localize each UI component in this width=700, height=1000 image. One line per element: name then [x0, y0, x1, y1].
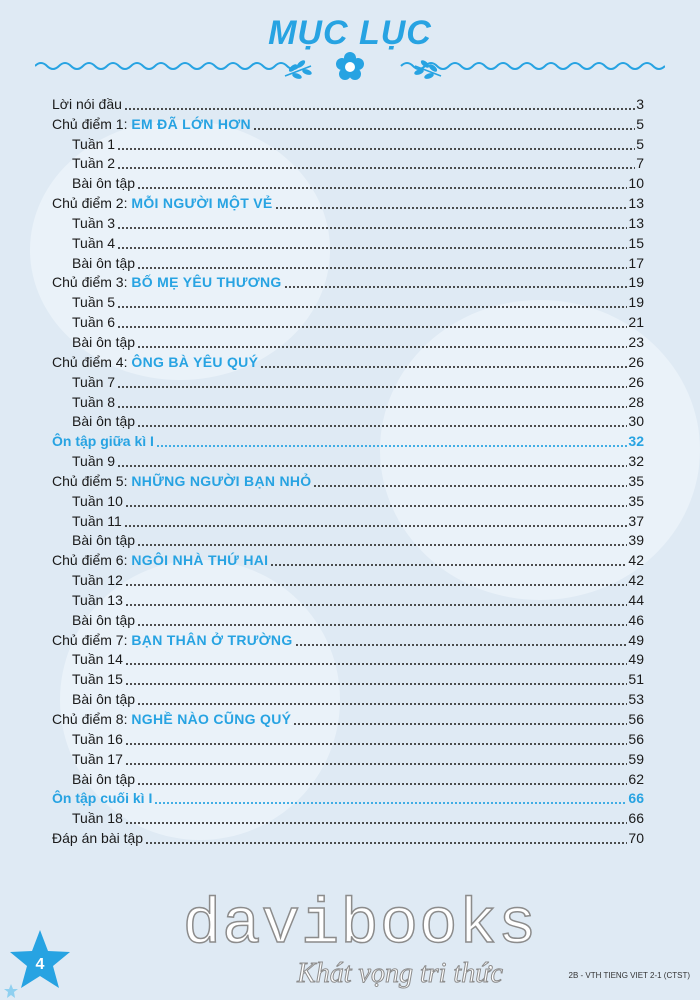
toc-row[interactable]: [52, 350, 644, 370]
toc-entry-label: [52, 96, 124, 112]
dot-leader: [260, 353, 627, 369]
toc-row[interactable]: [52, 548, 644, 568]
toc-row[interactable]: [52, 429, 644, 449]
toc-row[interactable]: [52, 667, 644, 687]
toc-row[interactable]: [52, 469, 644, 489]
toc-theme-name: BẠN THÂN Ở TRƯỜNG: [131, 631, 293, 648]
toc-entry-text: Chủ điểm 7:: [52, 631, 132, 648]
toc-entry-text: Tuần 12: [72, 572, 123, 589]
publisher-logo: davibooks: [182, 890, 538, 962]
toc-entry-text: Tuần 2: [72, 155, 116, 172]
dot-leader: [137, 611, 627, 627]
toc-row[interactable]: [52, 826, 644, 846]
toc-page-number: 35: [628, 472, 644, 489]
book-code: 2B - VTH TIENG VIET 2-1 (CTST): [568, 971, 690, 980]
toc-row[interactable]: [52, 410, 644, 430]
toc-theme-name: EM ĐÃ LỚN HƠN: [131, 115, 251, 132]
dot-leader: [125, 670, 628, 686]
toc-page-number: 5: [636, 115, 644, 132]
dot-leader: [313, 472, 627, 488]
toc-row[interactable]: [52, 211, 644, 231]
dot-leader: [137, 333, 627, 349]
toc-entry-text: Chủ điểm 5:: [52, 472, 132, 489]
toc-entry-label: [52, 612, 137, 628]
toc-page-number: 70: [628, 830, 644, 847]
toc-entry-label: [52, 215, 117, 231]
toc-page-number: 49: [628, 651, 644, 668]
toc-entry-label: [52, 175, 137, 191]
toc-page-number: 46: [628, 611, 644, 628]
toc-entry-label: [52, 552, 270, 568]
toc-page-number: 32: [628, 433, 644, 450]
page-title: MỤC LỤC: [268, 14, 432, 52]
toc-entry-text: Bài ôn tập: [72, 770, 136, 787]
toc-entry-label: [52, 810, 125, 826]
dot-leader: [117, 393, 627, 409]
dot-leader: [117, 293, 627, 309]
toc-row[interactable]: [52, 568, 644, 588]
toc-entry-label: [52, 532, 137, 548]
toc-entry-text: Ôn tập cuối kì I: [52, 790, 153, 807]
toc-row[interactable]: [52, 152, 644, 172]
star-icon: [4, 984, 18, 998]
toc-entry-label: [52, 394, 117, 410]
dot-leader: [124, 95, 635, 111]
dot-leader: [125, 730, 628, 746]
dot-leader: [117, 373, 627, 389]
toc-entry-label: [52, 572, 125, 588]
toc-row[interactable]: [52, 231, 644, 251]
toc-page-number: 66: [628, 810, 644, 827]
toc-entry-label: [52, 790, 154, 806]
toc-entry-text: Tuần 6: [72, 314, 116, 331]
toc-row[interactable]: [52, 489, 644, 509]
toc-page-number: 42: [628, 552, 644, 569]
toc-entry-label: [52, 651, 125, 667]
dot-leader: [154, 789, 627, 805]
toc-page-number: 44: [628, 591, 644, 608]
toc-entry-text: Tuần 4: [72, 234, 116, 251]
flower-icon: [336, 52, 364, 80]
toc-entry-text: Chủ điểm 1:: [52, 115, 132, 132]
toc-entry-label: [52, 413, 137, 429]
toc-entry-text: Chủ điểm 6:: [52, 552, 132, 569]
toc-row[interactable]: [52, 588, 644, 608]
dot-leader: [137, 690, 627, 706]
toc-entry-text: Chủ điểm 4:: [52, 353, 132, 370]
toc-entry-label: [52, 334, 137, 350]
toc-entry-label: [52, 513, 124, 529]
toc-page-number: 30: [628, 413, 644, 430]
toc-entry-text: Bài ôn tập: [72, 413, 136, 430]
dot-leader: [284, 273, 628, 289]
dot-leader: [125, 492, 628, 508]
toc-entry-text: Bài ôn tập: [72, 254, 136, 271]
toc-row[interactable]: [52, 171, 644, 191]
dot-leader: [117, 135, 635, 151]
toc-entry-text: Tuần 16: [72, 730, 123, 747]
dot-leader: [117, 313, 627, 329]
toc-entry-text: Tuần 14: [72, 651, 123, 668]
toc-entry-text: Bài ôn tập: [72, 691, 136, 708]
toc-entry-label: [52, 453, 117, 469]
toc-entry-label: [52, 354, 260, 370]
toc-entry-text: Chủ điểm 2:: [52, 195, 132, 212]
toc-page-number: 42: [628, 572, 644, 589]
toc-row[interactable]: [52, 132, 644, 152]
toc-entry-text: Tuần 8: [72, 393, 116, 410]
toc-entry-label: [52, 235, 117, 251]
toc-page-number: 19: [628, 274, 644, 291]
toc-entry-label: [52, 116, 253, 132]
toc-page-number: 32: [628, 453, 644, 470]
toc-page-number: 39: [628, 532, 644, 549]
toc-page-number: 23: [628, 333, 644, 350]
toc-page-number: 66: [628, 790, 644, 807]
dot-leader: [137, 254, 627, 270]
toc-entry-label: [52, 473, 313, 489]
toc-entry-label: [52, 771, 137, 787]
dot-leader: [270, 551, 627, 567]
toc-row[interactable]: [52, 687, 644, 707]
toc-page-number: 56: [628, 711, 644, 727]
toc-entry-label: [52, 632, 295, 648]
toc-entry-label: [52, 294, 117, 310]
dot-leader: [295, 631, 628, 647]
wavy-line-left: [35, 63, 299, 69]
toc-page-number: 3: [636, 95, 644, 112]
toc-entry-text: Bài ôn tập: [72, 333, 136, 350]
dot-leader: [125, 650, 628, 666]
toc-row[interactable]: [52, 608, 644, 628]
leaf-branch-icon: [285, 59, 313, 80]
toc-page-number: 5: [636, 135, 644, 152]
toc-page-number: 35: [628, 492, 644, 509]
toc-entry-text: Tuần 3: [72, 214, 116, 231]
dot-leader: [137, 770, 627, 786]
toc-entry-label: [52, 592, 125, 608]
toc-row[interactable]: [52, 747, 644, 767]
toc-theme-name: NGHỀ NÀO CŨNG QUÝ: [131, 711, 292, 727]
toc-row[interactable]: [52, 390, 644, 410]
toc-row[interactable]: [52, 449, 644, 469]
toc-theme-name: BỐ MẸ YÊU THƯƠNG: [131, 274, 282, 291]
toc-entry-label: [52, 711, 293, 727]
dot-leader: [124, 512, 628, 528]
toc-entry-label: [52, 195, 275, 211]
dot-leader: [117, 214, 627, 230]
dot-leader: [253, 115, 635, 131]
toc-entry-text: Tuần 13: [72, 591, 123, 608]
toc-entry-label: [52, 751, 125, 767]
toc-entry-label: [52, 155, 117, 171]
dot-leader: [137, 174, 627, 190]
toc-page-number: 21: [628, 314, 644, 331]
toc-entry-text: Ôn tập giữa kì I: [52, 433, 154, 450]
toc-entry-text: Bài ôn tập: [72, 532, 136, 549]
toc-entry-label: [52, 731, 125, 747]
toc-page-number: 51: [628, 671, 644, 688]
toc-entry-label: [52, 671, 125, 687]
dot-leader: [117, 234, 627, 250]
toc-entry-text: Lời nói đầu: [52, 95, 122, 112]
wavy-line-right: [401, 63, 665, 69]
toc-entry-text: Tuần 9: [72, 453, 116, 470]
toc-page-number: 62: [628, 770, 644, 787]
dot-leader: [125, 750, 628, 766]
toc-row[interactable]: [52, 310, 644, 330]
title-ornament: [35, 50, 665, 86]
toc-entry-text: Tuần 15: [72, 671, 123, 688]
toc-page-number: 17: [628, 254, 644, 271]
toc-entry-text: Bài ôn tập: [72, 611, 136, 628]
toc-page-number: 7: [636, 155, 644, 172]
toc-page-number: 10: [628, 175, 644, 192]
dot-leader: [156, 432, 627, 448]
toc-entry-text: Chủ điểm 3:: [52, 274, 132, 291]
toc-row[interactable]: [52, 271, 644, 291]
toc-page-number: 13: [628, 195, 644, 212]
toc-entry-text: Tuần 7: [72, 373, 116, 390]
dot-leader: [125, 571, 628, 587]
toc-page-number: 26: [628, 373, 644, 390]
toc-entry-text: Chủ điểm 8:: [52, 711, 132, 727]
dot-leader: [137, 531, 627, 547]
toc-row[interactable]: [52, 787, 644, 807]
toc-row[interactable]: [52, 251, 644, 271]
dot-leader: [125, 591, 628, 607]
toc-page-number: 56: [628, 730, 644, 747]
toc-row[interactable]: [52, 628, 644, 648]
table-of-contents: [52, 92, 644, 846]
toc-theme-name: NHỮNG NGƯỜI BẠN NHỎ: [131, 472, 312, 489]
toc-theme-name: MỖI NGƯỜI MỘT VẺ: [131, 195, 273, 212]
toc-entry-label: [52, 274, 284, 290]
toc-entry-text: Tuần 10: [72, 492, 123, 509]
toc-page-number: 26: [628, 353, 644, 370]
dot-leader: [117, 154, 635, 170]
toc-row[interactable]: [52, 648, 644, 668]
toc-entry-label: [52, 255, 137, 271]
toc-row[interactable]: [52, 112, 644, 132]
publisher-slogan: Khát vọng tri thức: [297, 958, 503, 989]
dot-leader: [117, 452, 627, 468]
toc-entry-text: Tuần 5: [72, 294, 116, 311]
toc-entry-label: [52, 493, 125, 509]
toc-theme-name: ÔNG BÀ YÊU QUÝ: [131, 353, 259, 370]
toc-page-number: 53: [628, 691, 644, 708]
toc-row[interactable]: [52, 191, 644, 211]
dot-leader: [125, 809, 628, 825]
toc-row[interactable]: [52, 370, 644, 390]
toc-row[interactable]: [52, 529, 644, 549]
dot-leader: [275, 194, 628, 210]
toc-page-number: 49: [628, 631, 644, 648]
toc-entry-label: [52, 374, 117, 390]
toc-entry-text: Tuần 1: [72, 135, 116, 152]
toc-row[interactable]: [52, 806, 644, 826]
toc-entry-text: Đáp án bài tập: [52, 830, 144, 847]
toc-entry-text: Tuần 17: [72, 750, 123, 767]
page-number: 4: [35, 956, 45, 973]
toc-page-number: 19: [628, 294, 644, 311]
toc-row[interactable]: [52, 727, 644, 747]
toc-row[interactable]: [52, 509, 644, 529]
toc-row[interactable]: [52, 767, 644, 787]
toc-entry-text: Tuần 18: [72, 810, 123, 827]
toc-entry-label: [52, 691, 137, 707]
dot-leader: [145, 829, 627, 845]
toc-page-number: 15: [628, 234, 644, 251]
toc-theme-name: NGÔI NHÀ THỨ HAI: [131, 552, 269, 569]
toc-row[interactable]: [52, 330, 644, 350]
toc-page-number: 13: [628, 214, 644, 231]
toc-page-number: 28: [628, 393, 644, 410]
toc-row[interactable]: [52, 707, 644, 727]
toc-entry-text: Bài ôn tập: [72, 175, 136, 192]
dot-leader: [137, 412, 627, 428]
toc-entry-label: [52, 433, 156, 449]
toc-page-number: 59: [628, 750, 644, 767]
toc-entry-label: [52, 314, 117, 330]
toc-entry-text: Tuần 11: [72, 512, 122, 529]
toc-entry-label: [52, 136, 117, 152]
dot-leader: [293, 710, 627, 726]
toc-page-number: 37: [628, 512, 644, 529]
toc-entry-label: [52, 830, 145, 846]
toc-row[interactable]: [52, 290, 644, 310]
toc-row[interactable]: [52, 92, 644, 112]
